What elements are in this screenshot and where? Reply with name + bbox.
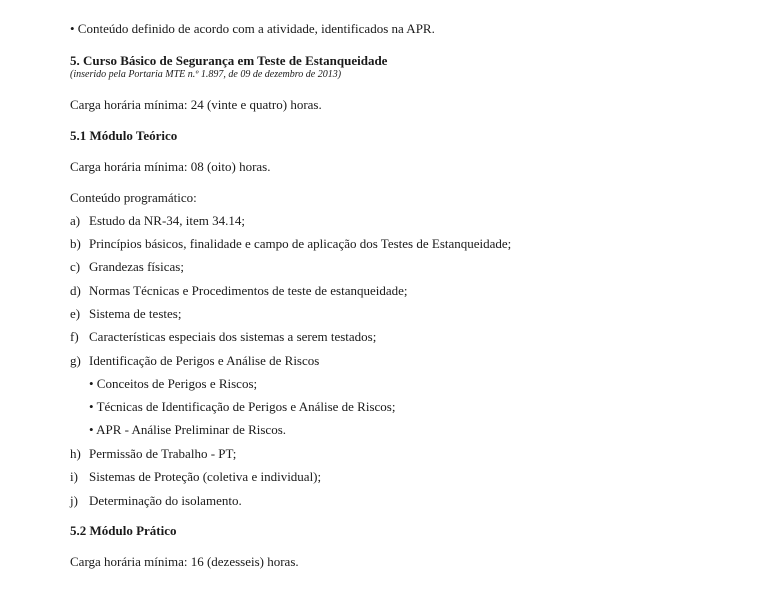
sub-list-item: • Conceitos de Perigos e Riscos; (89, 376, 258, 391)
content-label: Conteúdo programático: (70, 190, 197, 205)
list-item (70, 259, 184, 275)
intro-bullet: • Conteúdo definido de acordo com a atividade, identificados na APR. (70, 21, 435, 36)
section-5-note: (inserido pela Portaria MTE n.º 1.897, de 09 de dezembro de 2013) (70, 69, 342, 80)
list-marker: c) (70, 259, 81, 274)
list-item (70, 283, 408, 299)
list-marker: h) (70, 446, 81, 461)
list-marker: a) (70, 213, 81, 228)
list-item (70, 493, 242, 509)
list-text: Características especiais dos sistemas a serem testados; (89, 329, 377, 344)
sub-list-item: • APR - Análise Preliminar de Riscos. (89, 422, 287, 437)
list-text: Identificação de Perigos e Análise de Riscos (89, 353, 320, 368)
list-marker: e) (70, 306, 81, 321)
list-marker: j) (70, 493, 78, 508)
module-5-1-title: 5.1 Módulo Teórico (70, 128, 178, 143)
module-5-2-title: 5.2 Módulo Prático (70, 523, 177, 538)
list-item (70, 236, 511, 252)
list-marker: f) (70, 329, 79, 344)
list-marker: b) (70, 236, 81, 251)
list-text: Normas Técnicas e Procedimentos de teste de estanqueidade; (89, 283, 408, 298)
section-5-workload: Carga horária mínima: 24 (vinte e quatro) horas. (70, 97, 322, 112)
list-text: Sistemas de Proteção (coletiva e individual); (89, 469, 322, 484)
list-text: Permissão de Trabalho - PT; (89, 446, 237, 461)
list-text: Sistema de testes; (89, 306, 182, 321)
list-item (70, 329, 376, 345)
list-marker: d) (70, 283, 81, 298)
list-item (70, 213, 245, 229)
list-item (70, 353, 319, 369)
list-text: Estudo da NR-34, item 34.14; (89, 213, 245, 228)
list-item (70, 306, 181, 322)
list-text: Grandezas físicas; (89, 259, 184, 274)
list-marker: g) (70, 353, 81, 368)
module-5-2-workload: Carga horária mínima: 16 (dezesseis) horas. (70, 554, 299, 569)
list-text: Determinação do isolamento. (89, 493, 242, 508)
sub-list-item: • Técnicas de Identificação de Perigos e Análise de Riscos; (89, 399, 396, 414)
section-5-title: 5. Curso Básico de Segurança em Teste de Estanqueidade (70, 53, 388, 68)
module-5-1-workload: Carga horária mínima: 08 (oito) horas. (70, 159, 271, 174)
list-item (70, 469, 321, 485)
list-marker: i) (70, 469, 78, 484)
list-item (70, 446, 236, 462)
list-text: Princípios básicos, finalidade e campo de aplicação dos Testes de Estanqueidade; (89, 236, 512, 251)
